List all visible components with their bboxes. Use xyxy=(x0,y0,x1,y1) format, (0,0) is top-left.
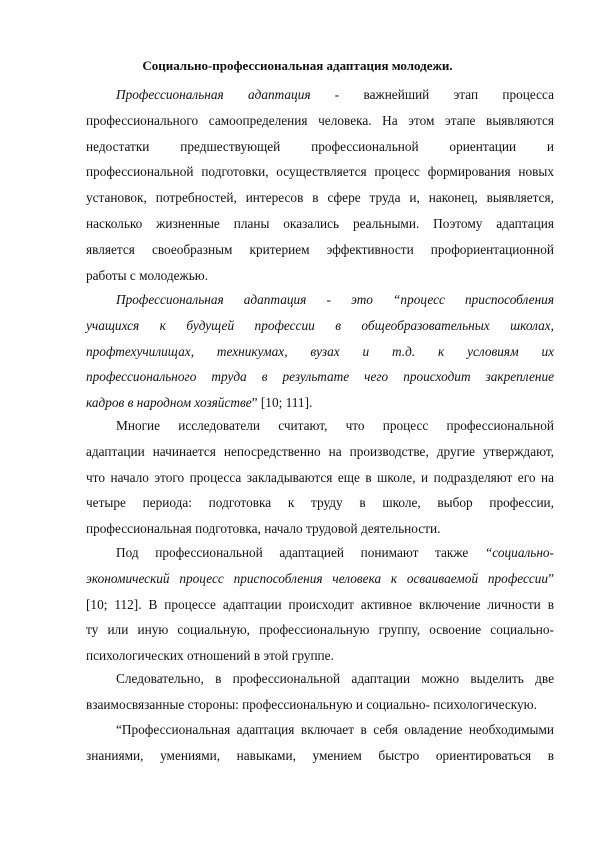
document-title: Социально-профессиональная адаптация молодежи. xyxy=(142,58,453,73)
text-line xyxy=(86,566,554,592)
italic-quote: это “процесс приспособления xyxy=(351,292,554,307)
paragraph-1 xyxy=(86,82,554,288)
paragraph-2 xyxy=(86,287,554,416)
text-line: установок, потребностей, интересов в сфере труда и, наконец, выявляется, xyxy=(86,190,554,206)
text-span: Под профессиональной адаптацией понимают также xyxy=(116,545,485,560)
italic-term: Профессиональная адаптация xyxy=(116,87,311,102)
text-line: взаимосвязанные стороны: профессиональную и социально- психологическую. xyxy=(86,696,537,712)
text-line: профессиональной подготовки, осуществляется процесс формирования новых xyxy=(86,164,554,180)
text-line: “Профессиональная адаптация включает в себя овладение необходимыми xyxy=(116,722,554,737)
text-line: [10; 112]. В процессе адаптации происходит активное включение личности в xyxy=(86,596,554,612)
italic-quote: экономический процесс приспособления человека к осваиваемой профессии xyxy=(86,570,549,586)
text-line: четыре периода: подготовка к труду в школе, выбор профессии, xyxy=(86,495,554,511)
text-line: насколько жизненные планы оказались реальными. Поэтому адаптация xyxy=(86,215,554,231)
text-line: Следовательно, в профессиональной адаптации можно выделить две xyxy=(116,671,554,686)
italic-quote: “социально- xyxy=(484,545,554,560)
paragraph-6 xyxy=(86,717,554,769)
text-line: знаниями, умениями, навыками, умением быстро ориентироваться в xyxy=(86,747,554,763)
text-line: профессионального труда в результате чего происходит закрепление xyxy=(86,369,554,385)
text-line: учащихся к будущей профессии в общеобразовательных школах, xyxy=(86,317,554,333)
text-line: профтехучилищах, техникумах, вузах и т.д. к условиям их xyxy=(86,343,554,359)
text-line: адаптации начинается непосредственно на производстве, другие утверждают, xyxy=(86,443,554,459)
paragraph-4 xyxy=(86,540,554,669)
text-line xyxy=(86,540,554,566)
italic-quote: кадров в народном хозяйстве xyxy=(86,395,252,411)
text-line: является своеобразным критерием эффективности профориентационной xyxy=(86,241,554,257)
text-line: психологических отношений в этой группе. xyxy=(86,648,334,664)
text-line: профессионального самоопределения человека. На этом этапе выявляются xyxy=(86,112,554,128)
text-line: недостатки предшествующей профессиональной ориентации и xyxy=(86,138,554,154)
text-span: - xyxy=(306,292,351,307)
text-line: что начало этого процесса закладываются еще в школе, и подразделяют его на xyxy=(86,469,554,485)
text-line xyxy=(86,82,554,108)
paragraph-5 xyxy=(86,666,554,718)
paragraph-3 xyxy=(86,413,554,542)
text-span: ” [10; 111]. xyxy=(251,395,313,411)
italic-term: Профессиональная адаптация xyxy=(116,292,307,307)
text-line: работы с молодежью. xyxy=(86,267,209,283)
text-line: Многие исследователи считают, что процесс профессиональной xyxy=(116,418,554,433)
text-line xyxy=(86,287,554,313)
text-span: - важнейший этап процесса xyxy=(310,87,554,102)
text-span: ” xyxy=(548,570,554,586)
text-line: профессиональная подготовка, начало трудовой деятельности. xyxy=(86,521,441,537)
text-line: ту или иную социальную, профессиональную группу, освоение социально- xyxy=(86,622,554,638)
